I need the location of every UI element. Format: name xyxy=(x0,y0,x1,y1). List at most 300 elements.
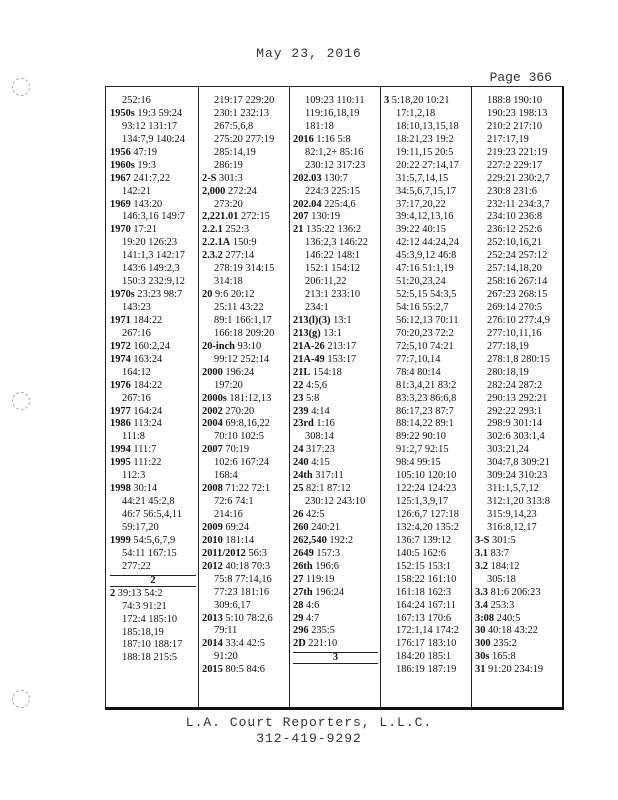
index-term: 1986 xyxy=(110,418,131,430)
index-continuation: 54:16 55:2,7 xyxy=(396,302,449,313)
index-entry xyxy=(293,367,378,380)
index-continuation: 31:5,7,14,15 xyxy=(396,172,449,184)
index-continuation: 89:1 166:1,17 xyxy=(214,314,272,326)
index-continuation: 164:12 xyxy=(122,366,151,378)
index-continuation: 44:21 45:2,8 xyxy=(122,496,175,508)
index-references: 240:5 xyxy=(494,612,521,624)
index-term: 1974 xyxy=(110,353,131,365)
index-continuation: 93:12 131:17 xyxy=(122,120,178,132)
index-term: 1950s xyxy=(110,107,135,119)
index-entry xyxy=(202,173,287,186)
punch-hole-mark xyxy=(12,392,30,410)
index-continuation: 91:2,7 92:15 xyxy=(396,444,449,456)
index-entry xyxy=(475,600,560,613)
index-entry xyxy=(110,418,196,431)
index-continuation: 230:1 232:13 xyxy=(214,107,270,119)
index-entry xyxy=(293,638,378,651)
index-continuation: 126:6,7 127:18 xyxy=(396,509,459,520)
index-term: 202.04 xyxy=(293,198,322,210)
index-continuation: 219:17 229:20 xyxy=(214,95,275,106)
index-term: 2D xyxy=(293,638,306,650)
index-references: 272:15 xyxy=(238,211,270,223)
index-references: 240:21 xyxy=(308,521,341,533)
index-continuation: 111:8 xyxy=(122,431,145,443)
index-references: 71:22 72:1 xyxy=(222,483,271,495)
index-continuation: 77:23 181:16 xyxy=(214,586,270,598)
index-term: 2649 xyxy=(293,547,314,559)
index-references: 317:23 xyxy=(303,444,335,456)
index-continuation: 252:16 xyxy=(122,95,151,106)
index-continuation: 19:20 126:23 xyxy=(122,237,178,249)
index-term: 2 xyxy=(110,587,116,599)
index-continuation: 158:22 161:10 xyxy=(396,573,457,585)
index-continuation: 219:23 221:19 xyxy=(487,146,548,158)
index-references: 5:10 78:2,6 xyxy=(222,612,273,624)
index-continuation: 286:19 xyxy=(214,159,243,171)
index-term: 213(l)(3) xyxy=(293,314,331,326)
index-entry xyxy=(293,173,378,186)
index-continuation: 141:1,3 142:17 xyxy=(122,250,185,262)
index-references: 160:2,24 xyxy=(130,340,171,352)
index-entry xyxy=(293,393,378,406)
index-continuation: 70:10 102:5 xyxy=(214,431,264,443)
index-references: 196:6 xyxy=(312,560,339,572)
index-references: 241:7,22 xyxy=(130,172,171,184)
index-entry xyxy=(110,406,196,419)
index-entry xyxy=(110,315,196,328)
index-entry xyxy=(202,406,287,419)
index-entry xyxy=(384,95,469,108)
index-entry xyxy=(475,535,560,548)
index-continuation: 181:18 xyxy=(305,120,334,132)
index-continuation: 309:24 310:23 xyxy=(487,470,548,482)
index-entry xyxy=(202,237,287,250)
index-term: 2012 xyxy=(202,560,223,572)
index-references: 17:21 xyxy=(130,224,158,236)
index-entry xyxy=(293,341,378,354)
index-references: 270:20 xyxy=(222,405,255,417)
index-continuation: 277:10,11,16 xyxy=(487,327,542,339)
index-term: 1972 xyxy=(110,340,131,352)
index-continuation: 276:10 277:4,9 xyxy=(487,314,550,326)
index-term: 2010 xyxy=(202,534,223,546)
index-continuation: 59:17,20 xyxy=(122,521,159,533)
index-continuation: 206:11,22 xyxy=(305,276,347,288)
index-references: 225:4,6 xyxy=(321,198,356,210)
index-term: 2000 xyxy=(202,366,223,378)
index-references: 4:15 xyxy=(308,457,330,469)
index-entry xyxy=(110,354,196,367)
index-continuation: 304:7,8 309:21 xyxy=(487,457,550,469)
index-continuation: 312:1,20 313:8 xyxy=(487,496,550,508)
index-continuation: 152:15 153:1 xyxy=(396,560,452,572)
index-references: 42:5 xyxy=(303,509,325,520)
index-entry xyxy=(293,509,378,522)
index-entry xyxy=(293,211,378,224)
index-references: 252:3 xyxy=(222,224,250,236)
index-term: 1969 xyxy=(110,198,131,210)
index-continuation: 197:20 xyxy=(214,379,243,391)
index-references: 163:24 xyxy=(130,353,163,365)
index-continuation: 230:12 243:10 xyxy=(305,496,366,508)
index-term: 207 xyxy=(293,211,309,223)
index-continuation: 99:12 252:14 xyxy=(214,353,270,365)
index-term: 2011/2012 xyxy=(202,547,246,559)
index-continuation: 47:16 51:1,19 xyxy=(396,263,454,275)
index-term: 1995 xyxy=(110,457,131,469)
index-continuation: 25:11 43:22 xyxy=(214,302,264,313)
index-term: 213(g) xyxy=(293,327,321,339)
index-continuation: 77:7,10,14 xyxy=(396,353,441,365)
index-term: 21L xyxy=(293,366,311,378)
index-entry xyxy=(293,406,378,419)
index-entry xyxy=(202,638,287,651)
index-references: 82:1 87:12 xyxy=(303,483,351,495)
index-column-2 xyxy=(202,95,287,699)
index-continuation: 210:2 217:10 xyxy=(487,120,543,132)
reporter-phone: 312-419-9292 xyxy=(256,731,362,746)
index-entry xyxy=(293,354,378,367)
index-continuation: 308:14 xyxy=(305,431,334,443)
index-continuation: 273:20 xyxy=(214,198,243,210)
index-references: 1:16 xyxy=(313,418,335,430)
index-entry xyxy=(110,108,196,121)
index-continuation: 54:11 167:15 xyxy=(122,547,177,559)
index-continuation: 166:18 209:20 xyxy=(214,327,275,339)
index-continuation: 230:12 317:23 xyxy=(305,159,366,171)
index-continuation: 146:3,16 149:7 xyxy=(122,211,185,223)
index-continuation: 136:7 139:12 xyxy=(396,534,452,546)
index-term: 3 xyxy=(384,95,390,106)
index-references: 69:24 xyxy=(222,521,250,533)
index-term: 28 xyxy=(293,599,304,611)
index-entry xyxy=(293,587,378,600)
index-continuation: 150:3 232:9,12 xyxy=(122,276,185,288)
index-continuation: 309:6,17 xyxy=(214,599,251,611)
index-continuation: 234:1 xyxy=(305,302,329,313)
index-term: 1956 xyxy=(110,146,131,158)
index-entry xyxy=(293,561,378,574)
index-references: 235:2 xyxy=(490,638,517,650)
index-term: 2004 xyxy=(202,418,223,430)
index-term: 24th xyxy=(293,470,313,482)
index-continuation: 176:17 183:10 xyxy=(396,638,457,650)
index-references: 119:19 xyxy=(303,573,335,585)
index-continuation: 52:5,15 54:3,5 xyxy=(396,289,457,301)
index-continuation: 227:2 229:17 xyxy=(487,159,543,171)
index-references: 1:16 5:8 xyxy=(313,133,351,145)
punch-hole-mark xyxy=(12,78,30,96)
index-references: 135:22 136:2 xyxy=(303,224,362,236)
index-continuation: 277:22 xyxy=(122,560,151,572)
index-continuation: 311:1,5,7,12 xyxy=(487,483,539,495)
index-references: 4:6 xyxy=(303,599,320,611)
index-continuation: 267:16 xyxy=(122,392,151,404)
index-references: 47:19 xyxy=(130,146,158,158)
punch-hole-mark xyxy=(12,690,30,708)
index-references: 81:6 206:23 xyxy=(488,586,541,598)
index-term: 1998 xyxy=(110,483,131,495)
index-continuation: 236:12 252:6 xyxy=(487,224,543,236)
index-entry xyxy=(475,638,560,651)
index-continuation: 305:18 xyxy=(487,573,516,585)
index-continuation: 105:10 120:10 xyxy=(396,470,457,482)
index-term: 1967 xyxy=(110,172,131,184)
index-continuation: 74:3 91:21 xyxy=(122,600,167,612)
index-continuation: 282:24 287:2 xyxy=(487,379,543,391)
index-term: 2.3.2 xyxy=(202,250,223,262)
index-term: 23rd xyxy=(293,418,314,430)
index-entry xyxy=(202,211,287,224)
index-term: 25 xyxy=(293,483,304,495)
index-continuation: 125:1,3,9,17 xyxy=(396,496,449,508)
index-section-header: 3 xyxy=(293,652,378,664)
index-term: 1976 xyxy=(110,379,131,391)
index-continuation: 298:9 301:14 xyxy=(487,418,543,430)
index-term: 2013 xyxy=(202,612,223,624)
index-entry xyxy=(293,613,378,626)
index-references: 154:18 xyxy=(310,366,342,378)
index-term: 2000s xyxy=(202,392,227,404)
index-term: 21 xyxy=(293,224,304,236)
index-term: 20 xyxy=(202,289,213,301)
index-term: 2.2.1A xyxy=(202,237,231,249)
index-references: 157:3 xyxy=(313,547,341,559)
index-entry xyxy=(202,522,287,535)
index-continuation: 70:20,23 72:2 xyxy=(396,327,454,339)
index-entry xyxy=(475,613,560,626)
index-references: 30:14 xyxy=(130,483,158,495)
index-continuation: 146:22 148:1 xyxy=(305,250,361,262)
index-references: 4:14 xyxy=(308,405,330,417)
index-references: 13:1 xyxy=(320,327,342,339)
deposition-date: May 23, 2016 xyxy=(256,46,362,61)
index-entry xyxy=(202,613,287,626)
index-continuation: 290:13 292:21 xyxy=(487,392,548,404)
index-references: 130:7 xyxy=(321,172,348,184)
index-entry xyxy=(293,535,378,548)
index-continuation: 119:16,18,19 xyxy=(305,107,360,119)
index-entry xyxy=(293,418,378,431)
index-continuation: 140:5 162:6 xyxy=(396,547,446,559)
index-section-header: 2 xyxy=(110,575,196,587)
index-continuation: 39:22 40:15 xyxy=(396,224,446,236)
index-entry xyxy=(293,625,378,638)
index-continuation: 109:23 110:11 xyxy=(305,95,365,106)
column-divider xyxy=(198,87,199,707)
index-entry xyxy=(202,341,287,354)
index-continuation: 267:5,6,8 xyxy=(214,120,254,132)
index-column-1 xyxy=(110,95,196,699)
index-continuation: 185:18,19 xyxy=(122,626,164,638)
index-references: 69:8,16,22 xyxy=(222,418,270,430)
index-continuation: 224:3 225:15 xyxy=(305,185,361,197)
index-term: 2,221.01 xyxy=(202,211,239,223)
column-divider xyxy=(471,87,472,707)
index-entry xyxy=(202,548,287,561)
index-references: 19:3 59:24 xyxy=(134,107,183,119)
index-continuation: 267:23 268:15 xyxy=(487,289,548,301)
index-continuation: 275:20 277:19 xyxy=(214,133,275,145)
index-continuation: 214:16 xyxy=(214,509,243,520)
index-continuation: 167:13 170:6 xyxy=(396,612,452,624)
index-continuation: 258:16 267:14 xyxy=(487,276,548,288)
index-term: 23 xyxy=(293,392,304,404)
index-entry xyxy=(293,483,378,496)
index-term: 1977 xyxy=(110,405,131,417)
index-continuation: 278:1,8 280:15 xyxy=(487,353,550,365)
index-entry xyxy=(110,160,196,173)
index-entry xyxy=(293,522,378,535)
index-references: 80:5 84:6 xyxy=(222,664,265,676)
index-continuation: 132:4,20 135:2 xyxy=(396,521,459,533)
index-term: 21A-49 xyxy=(293,353,325,365)
index-references: 19:3 xyxy=(134,159,156,171)
index-references: 181:14 xyxy=(222,534,255,546)
index-entry xyxy=(110,380,196,393)
index-continuation: 302:6 303:1,4 xyxy=(487,431,545,443)
index-entry xyxy=(475,587,560,600)
index-entry xyxy=(202,664,287,677)
index-entry xyxy=(202,418,287,431)
index-column-4 xyxy=(384,95,469,699)
index-entry xyxy=(293,224,378,237)
index-continuation: 280:18,19 xyxy=(487,366,529,378)
index-references: 213:17 xyxy=(324,340,357,352)
index-entry xyxy=(202,224,287,237)
index-continuation: 161:18 162:3 xyxy=(396,586,452,598)
index-continuation: 112:3 xyxy=(122,470,146,482)
index-entry xyxy=(202,186,287,199)
index-entry xyxy=(475,548,560,561)
index-entry xyxy=(475,561,560,574)
index-continuation: 46:7 56:5,4,11 xyxy=(122,509,182,520)
index-entry xyxy=(110,588,196,601)
index-references: 130:19 xyxy=(308,211,341,223)
index-term: 3:08 xyxy=(475,612,495,624)
index-continuation: 190:23 198:13 xyxy=(487,107,548,119)
index-continuation: 188:18 215:5 xyxy=(122,652,178,664)
index-entry xyxy=(293,548,378,561)
index-continuation: 314:18 xyxy=(214,276,243,288)
index-references: 93:10 xyxy=(234,340,262,352)
index-entry xyxy=(293,199,378,212)
index-continuation: 285:14,19 xyxy=(214,146,256,158)
index-term: 27 xyxy=(293,573,304,585)
index-term: 2007 xyxy=(202,444,223,456)
index-references: 196:24 xyxy=(222,366,255,378)
index-references: 70:19 xyxy=(222,444,250,456)
index-entry xyxy=(110,224,196,237)
index-references: 13:1 xyxy=(330,314,352,326)
index-column-5 xyxy=(475,95,560,699)
index-term: 20-inch xyxy=(202,340,235,352)
index-entry xyxy=(475,651,560,664)
index-continuation: 143:6 149:2,3 xyxy=(122,263,180,275)
index-continuation: 78:4 80:14 xyxy=(396,366,441,378)
index-entry xyxy=(202,483,287,496)
index-continuation: 98:4 99:15 xyxy=(396,457,441,469)
index-entry xyxy=(110,457,196,470)
index-entry xyxy=(293,574,378,587)
index-term: 2002 xyxy=(202,405,223,417)
index-continuation: 17:1,2,18 xyxy=(396,107,436,119)
index-references: 40:18 43:22 xyxy=(485,625,538,637)
index-references: 4:7 xyxy=(303,612,320,624)
index-continuation: 267:16 xyxy=(122,327,151,339)
index-term: 300 xyxy=(475,638,491,650)
index-term: 1971 xyxy=(110,314,131,326)
index-continuation: 187:10 188:17 xyxy=(122,639,183,651)
index-term: 2016 xyxy=(293,133,314,145)
index-entry xyxy=(202,289,287,302)
index-entry xyxy=(293,457,378,470)
index-references: 317:11 xyxy=(312,470,344,482)
index-continuation: 277:18,19 xyxy=(487,340,529,352)
index-references: 91:20 234:19 xyxy=(485,664,544,676)
index-term: 27th xyxy=(293,586,313,598)
index-continuation: 72:6 74:1 xyxy=(214,496,254,508)
index-continuation: 142:21 xyxy=(122,185,151,197)
index-references: 184:12 xyxy=(488,560,520,572)
index-continuation: 79:11 xyxy=(214,625,238,637)
index-continuation: 88:14,22 89:1 xyxy=(396,418,454,430)
column-divider xyxy=(289,87,290,707)
index-references: 54:5,6,7,9 xyxy=(130,534,176,546)
index-column-3 xyxy=(293,95,378,699)
index-continuation: 81:3,4,21 83:2 xyxy=(396,379,457,391)
index-references: 277:14 xyxy=(222,250,255,262)
index-term: 2008 xyxy=(202,483,223,495)
index-entry xyxy=(110,483,196,496)
index-term: 1970s xyxy=(110,289,135,301)
index-continuation: 122:24 124:23 xyxy=(396,483,457,495)
index-entry xyxy=(293,470,378,483)
index-entry xyxy=(202,561,287,574)
index-continuation: 164:24 167:11 xyxy=(396,599,456,611)
index-continuation: 172:1,14 174:2 xyxy=(396,625,459,637)
index-continuation: 172:4 185:10 xyxy=(122,613,178,625)
index-references: 39:13 54:2 xyxy=(115,587,163,599)
index-term: 22 xyxy=(293,379,304,391)
index-references: 184:22 xyxy=(130,379,163,391)
index-term: 3.3 xyxy=(475,586,488,598)
index-references: 111:7 xyxy=(130,444,157,456)
index-entry xyxy=(110,147,196,160)
index-references: 33:4 42:5 xyxy=(222,638,265,650)
index-references: 5:8 xyxy=(303,392,320,404)
index-term: 1960s xyxy=(110,159,135,171)
index-term: 2-S xyxy=(202,172,217,184)
index-continuation: 45:3,9,12 46:8 xyxy=(396,250,457,262)
index-references: 221:10 xyxy=(305,638,338,650)
index-continuation: 229:21 230:2,7 xyxy=(487,172,550,184)
index-term: 1994 xyxy=(110,444,131,456)
index-entry xyxy=(110,341,196,354)
index-entry xyxy=(202,367,287,380)
index-continuation: 18:10,13,15,18 xyxy=(396,120,459,132)
index-continuation: 269:14 270:5 xyxy=(487,302,543,313)
index-continuation: 152:1 154:12 xyxy=(305,263,361,275)
index-references: 196:24 xyxy=(312,586,345,598)
index-entry xyxy=(202,535,287,548)
index-references: 4:5,6 xyxy=(303,379,328,391)
index-references: 23:23 98:7 xyxy=(134,289,183,301)
index-continuation: 316:8,12,17 xyxy=(487,521,537,533)
index-continuation: 34:5,6,7,15,17 xyxy=(396,185,457,197)
index-term: 3-S xyxy=(475,534,490,546)
index-continuation: 18:21,23 19:2 xyxy=(396,133,454,145)
